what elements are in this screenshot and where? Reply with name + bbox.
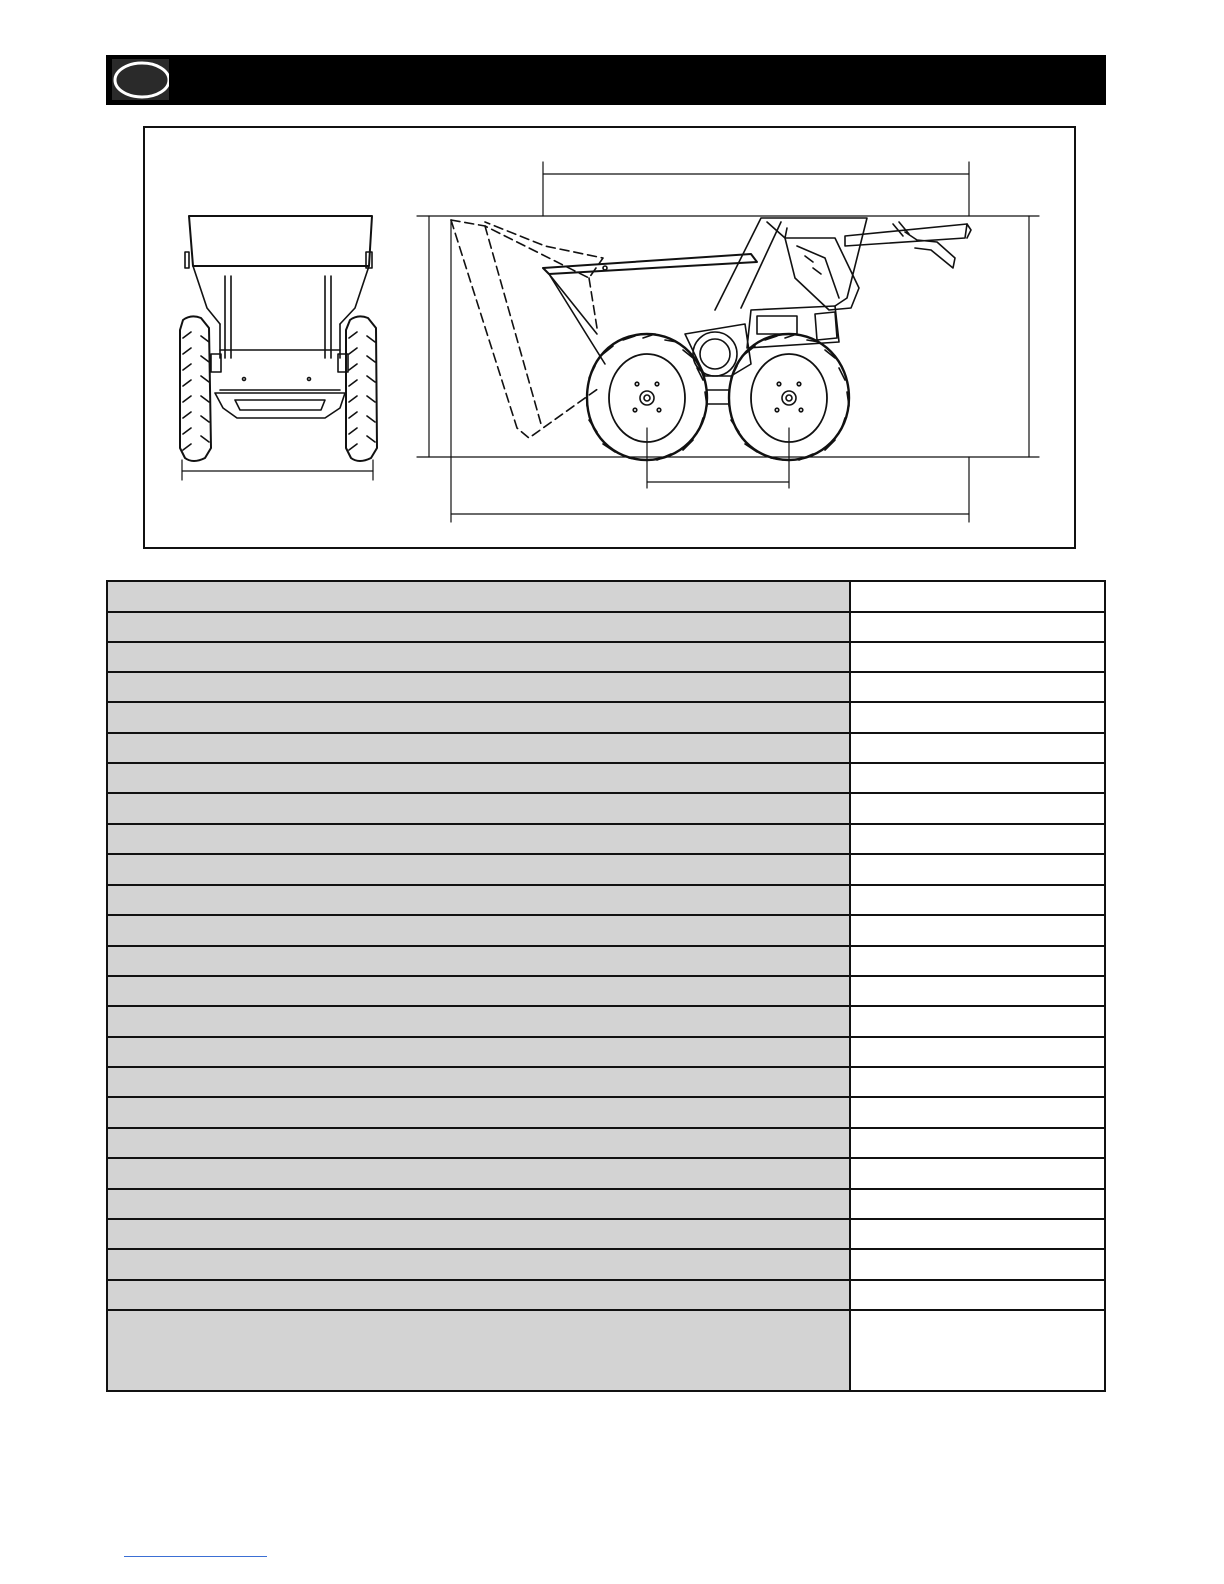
row-label-cell — [108, 1190, 851, 1219]
row-value-cell — [851, 1311, 1104, 1390]
row-value-cell — [851, 977, 1104, 1006]
row-label-cell — [108, 703, 851, 733]
table-row — [108, 764, 1104, 793]
row-value-cell — [851, 734, 1104, 763]
row-value-cell — [851, 1038, 1104, 1067]
dimension-diagram — [143, 126, 1076, 549]
row-value-cell — [851, 643, 1104, 672]
table-row — [108, 947, 1104, 976]
row-value-cell — [851, 886, 1104, 915]
row-label-cell — [108, 1007, 851, 1037]
table-row — [108, 1311, 1104, 1390]
row-value-cell — [851, 703, 1104, 733]
row-label-cell — [108, 1311, 851, 1390]
row-label-cell — [108, 855, 851, 885]
row-label-cell — [108, 916, 851, 946]
row-value-cell — [851, 764, 1104, 793]
row-label-cell — [108, 673, 851, 702]
table-row — [108, 977, 1104, 1006]
row-label-cell — [108, 1068, 851, 1097]
table-row — [108, 1098, 1104, 1128]
table-row — [108, 1159, 1104, 1189]
row-label-cell — [108, 1038, 851, 1067]
row-label-cell — [108, 1098, 851, 1128]
dumper-drawing — [145, 128, 1074, 547]
table-row — [108, 1007, 1104, 1037]
table-row — [108, 855, 1104, 885]
row-label-cell — [108, 643, 851, 672]
row-label-cell — [108, 734, 851, 763]
table-row — [108, 886, 1104, 915]
row-value-cell — [851, 855, 1104, 885]
row-value-cell — [851, 1007, 1104, 1037]
specification-table — [106, 580, 1106, 1392]
row-value-cell — [851, 1129, 1104, 1158]
row-value-cell — [851, 1190, 1104, 1219]
row-label-cell — [108, 977, 851, 1006]
rear-wheel — [729, 334, 849, 460]
table-row — [108, 1068, 1104, 1097]
row-label-cell — [108, 947, 851, 976]
row-value-cell — [851, 825, 1104, 854]
table-row — [108, 643, 1104, 672]
row-label-cell — [108, 613, 851, 642]
row-value-cell — [851, 1068, 1104, 1097]
table-row — [108, 916, 1104, 946]
row-label-cell — [108, 1281, 851, 1310]
table-row — [108, 582, 1104, 612]
table-row — [108, 1250, 1104, 1280]
row-label-cell — [108, 1250, 851, 1280]
row-value-cell — [851, 1098, 1104, 1128]
table-row — [108, 1190, 1104, 1219]
footer-link[interactable] — [124, 1556, 267, 1557]
table-row — [108, 794, 1104, 824]
table-row — [108, 613, 1104, 642]
row-label-cell — [108, 886, 851, 915]
row-label-cell — [108, 1220, 851, 1249]
row-value-cell — [851, 1250, 1104, 1280]
row-value-cell — [851, 673, 1104, 702]
row-value-cell — [851, 582, 1104, 612]
row-label-cell — [108, 582, 851, 612]
row-value-cell — [851, 613, 1104, 642]
row-label-cell — [108, 794, 851, 824]
row-value-cell — [851, 794, 1104, 824]
table-row — [108, 1220, 1104, 1249]
row-label-cell — [108, 1159, 851, 1189]
table-row — [108, 1129, 1104, 1158]
row-label-cell — [108, 1129, 851, 1158]
row-label-cell — [108, 764, 851, 793]
row-value-cell — [851, 1220, 1104, 1249]
row-label-cell — [108, 825, 851, 854]
row-value-cell — [851, 916, 1104, 946]
language-badge — [112, 59, 169, 100]
table-row — [108, 703, 1104, 733]
row-value-cell — [851, 947, 1104, 976]
front-wheel — [587, 334, 707, 460]
table-row — [108, 734, 1104, 763]
row-value-cell — [851, 1159, 1104, 1189]
table-row — [108, 673, 1104, 702]
table-row — [108, 1038, 1104, 1067]
dumper-side-view — [417, 162, 1039, 522]
row-value-cell — [851, 1281, 1104, 1310]
section-header-bar — [106, 55, 1106, 105]
dumper-front-view — [180, 216, 377, 480]
table-row — [108, 825, 1104, 854]
table-row — [108, 1281, 1104, 1310]
language-circle-icon — [112, 59, 169, 100]
